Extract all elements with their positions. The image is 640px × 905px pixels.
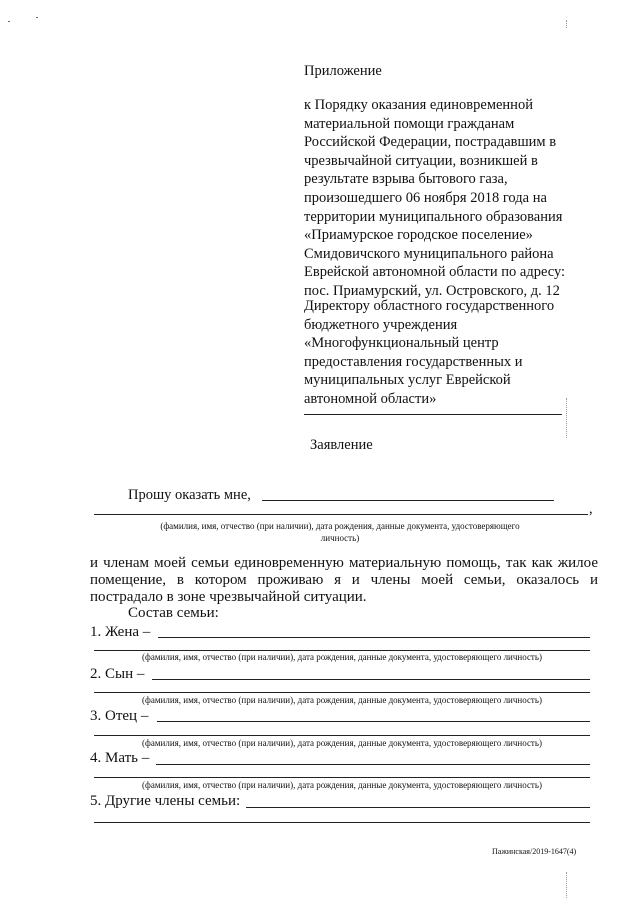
applicant-name-field-line2[interactable] xyxy=(94,514,588,515)
document-code: Пажинская/2019-1647(4) xyxy=(492,847,577,856)
statement-body xyxy=(90,555,598,606)
addressee-line: автономной области» xyxy=(304,390,437,407)
father-field-line2[interactable] xyxy=(94,735,590,736)
appendix-title: Приложение xyxy=(304,63,382,79)
request-comma: , xyxy=(589,501,593,517)
son-field-line[interactable] xyxy=(152,679,590,680)
addressee-line: муниципальных услуг Еврейской xyxy=(304,372,511,389)
appendix-line: результате взрыва бытового газа, xyxy=(304,171,508,188)
appendix-line: чрезвычайной ситуации, возникшей в xyxy=(304,152,538,169)
addressee-line: «Многофункциональный центр xyxy=(304,335,499,352)
others-field-line[interactable] xyxy=(246,807,590,808)
scan-margin-dots xyxy=(566,872,568,898)
family-label-father: 3. Отец – xyxy=(90,708,149,724)
statement-body-line: пострадало в зоне чрезвычайной ситуации. xyxy=(90,589,367,605)
statement-body-line: помещение, в котором проживаю я и члены моей семьи, оказалось и xyxy=(90,572,598,588)
father-caption: (фамилия, имя, отчество (при наличии), дата рождения, данные документа, удостоверяющего личность) xyxy=(142,738,542,748)
son-caption: (фамилия, имя, отчество (при наличии), дата рождения, данные документа, удостоверяющего личность) xyxy=(142,695,542,705)
appendix-line: Смидовичского муниципального района xyxy=(304,245,554,262)
wife-field-line[interactable] xyxy=(158,637,590,638)
family-heading: Состав семьи: xyxy=(128,605,219,621)
applicant-caption-line2: личность) xyxy=(320,533,360,543)
father-field-line[interactable] xyxy=(157,721,590,722)
family-label-son: 2. Сын – xyxy=(90,666,145,682)
appendix-text xyxy=(304,96,604,301)
appendix-line: произошедшего 06 ноября 2018 года на xyxy=(304,189,547,206)
son-field-line2[interactable] xyxy=(94,692,590,693)
appendix-line: Российской Федерации, пострадавшим в xyxy=(304,134,557,151)
mother-field-line2[interactable] xyxy=(94,777,590,778)
addressee-text xyxy=(304,297,604,409)
applicant-name-field-line1[interactable] xyxy=(262,500,554,501)
addressee-line: предоставления государственных и xyxy=(304,353,523,370)
appendix-line: «Приамурское городское поселение» xyxy=(304,227,533,244)
statement-body-line: и членам моей семьи единовременную материальную помощь, так как жилое xyxy=(90,555,598,571)
appendix-line: материальной помощи гражданам xyxy=(304,115,515,132)
appendix-line: пос. Приамурский, ул. Островского, д. 12 xyxy=(304,282,560,299)
request-label: Прошу оказать мне, xyxy=(128,487,251,503)
appendix-line: Еврейской автономной области по адресу: xyxy=(304,264,566,281)
wife-caption: (фамилия, имя, отчество (при наличии), дата рождения, данные документа, удостоверяющего личность) xyxy=(142,652,542,662)
scan-speck xyxy=(36,17,38,18)
others-field-line2[interactable] xyxy=(94,822,590,823)
mother-field-line[interactable] xyxy=(156,764,590,765)
scan-speck xyxy=(8,21,10,22)
family-label-others: 5. Другие члены семьи: xyxy=(90,793,241,809)
statement-heading: Заявление xyxy=(310,437,373,453)
appendix-line: территории муниципального образования xyxy=(304,208,563,225)
applicant-caption-line1: (фамилия, имя, отчество (при наличии), дата рождения, данные документа, удостоверяющего xyxy=(160,521,520,531)
wife-field-line2[interactable] xyxy=(94,650,590,651)
addressee-line: Директору областного государственного xyxy=(304,298,555,314)
addressee-signature-line[interactable] xyxy=(304,414,562,415)
addressee-line: бюджетного учреждения xyxy=(304,316,458,333)
scan-margin-dots xyxy=(566,20,568,28)
family-label-mother: 4. Мать – xyxy=(90,750,150,766)
mother-caption: (фамилия, имя, отчество (при наличии), дата рождения, данные документа, удостоверяющего личность) xyxy=(142,780,542,790)
family-label-wife: 1. Жена – xyxy=(90,624,151,640)
appendix-line: к Порядку оказания единовременной xyxy=(304,97,533,113)
